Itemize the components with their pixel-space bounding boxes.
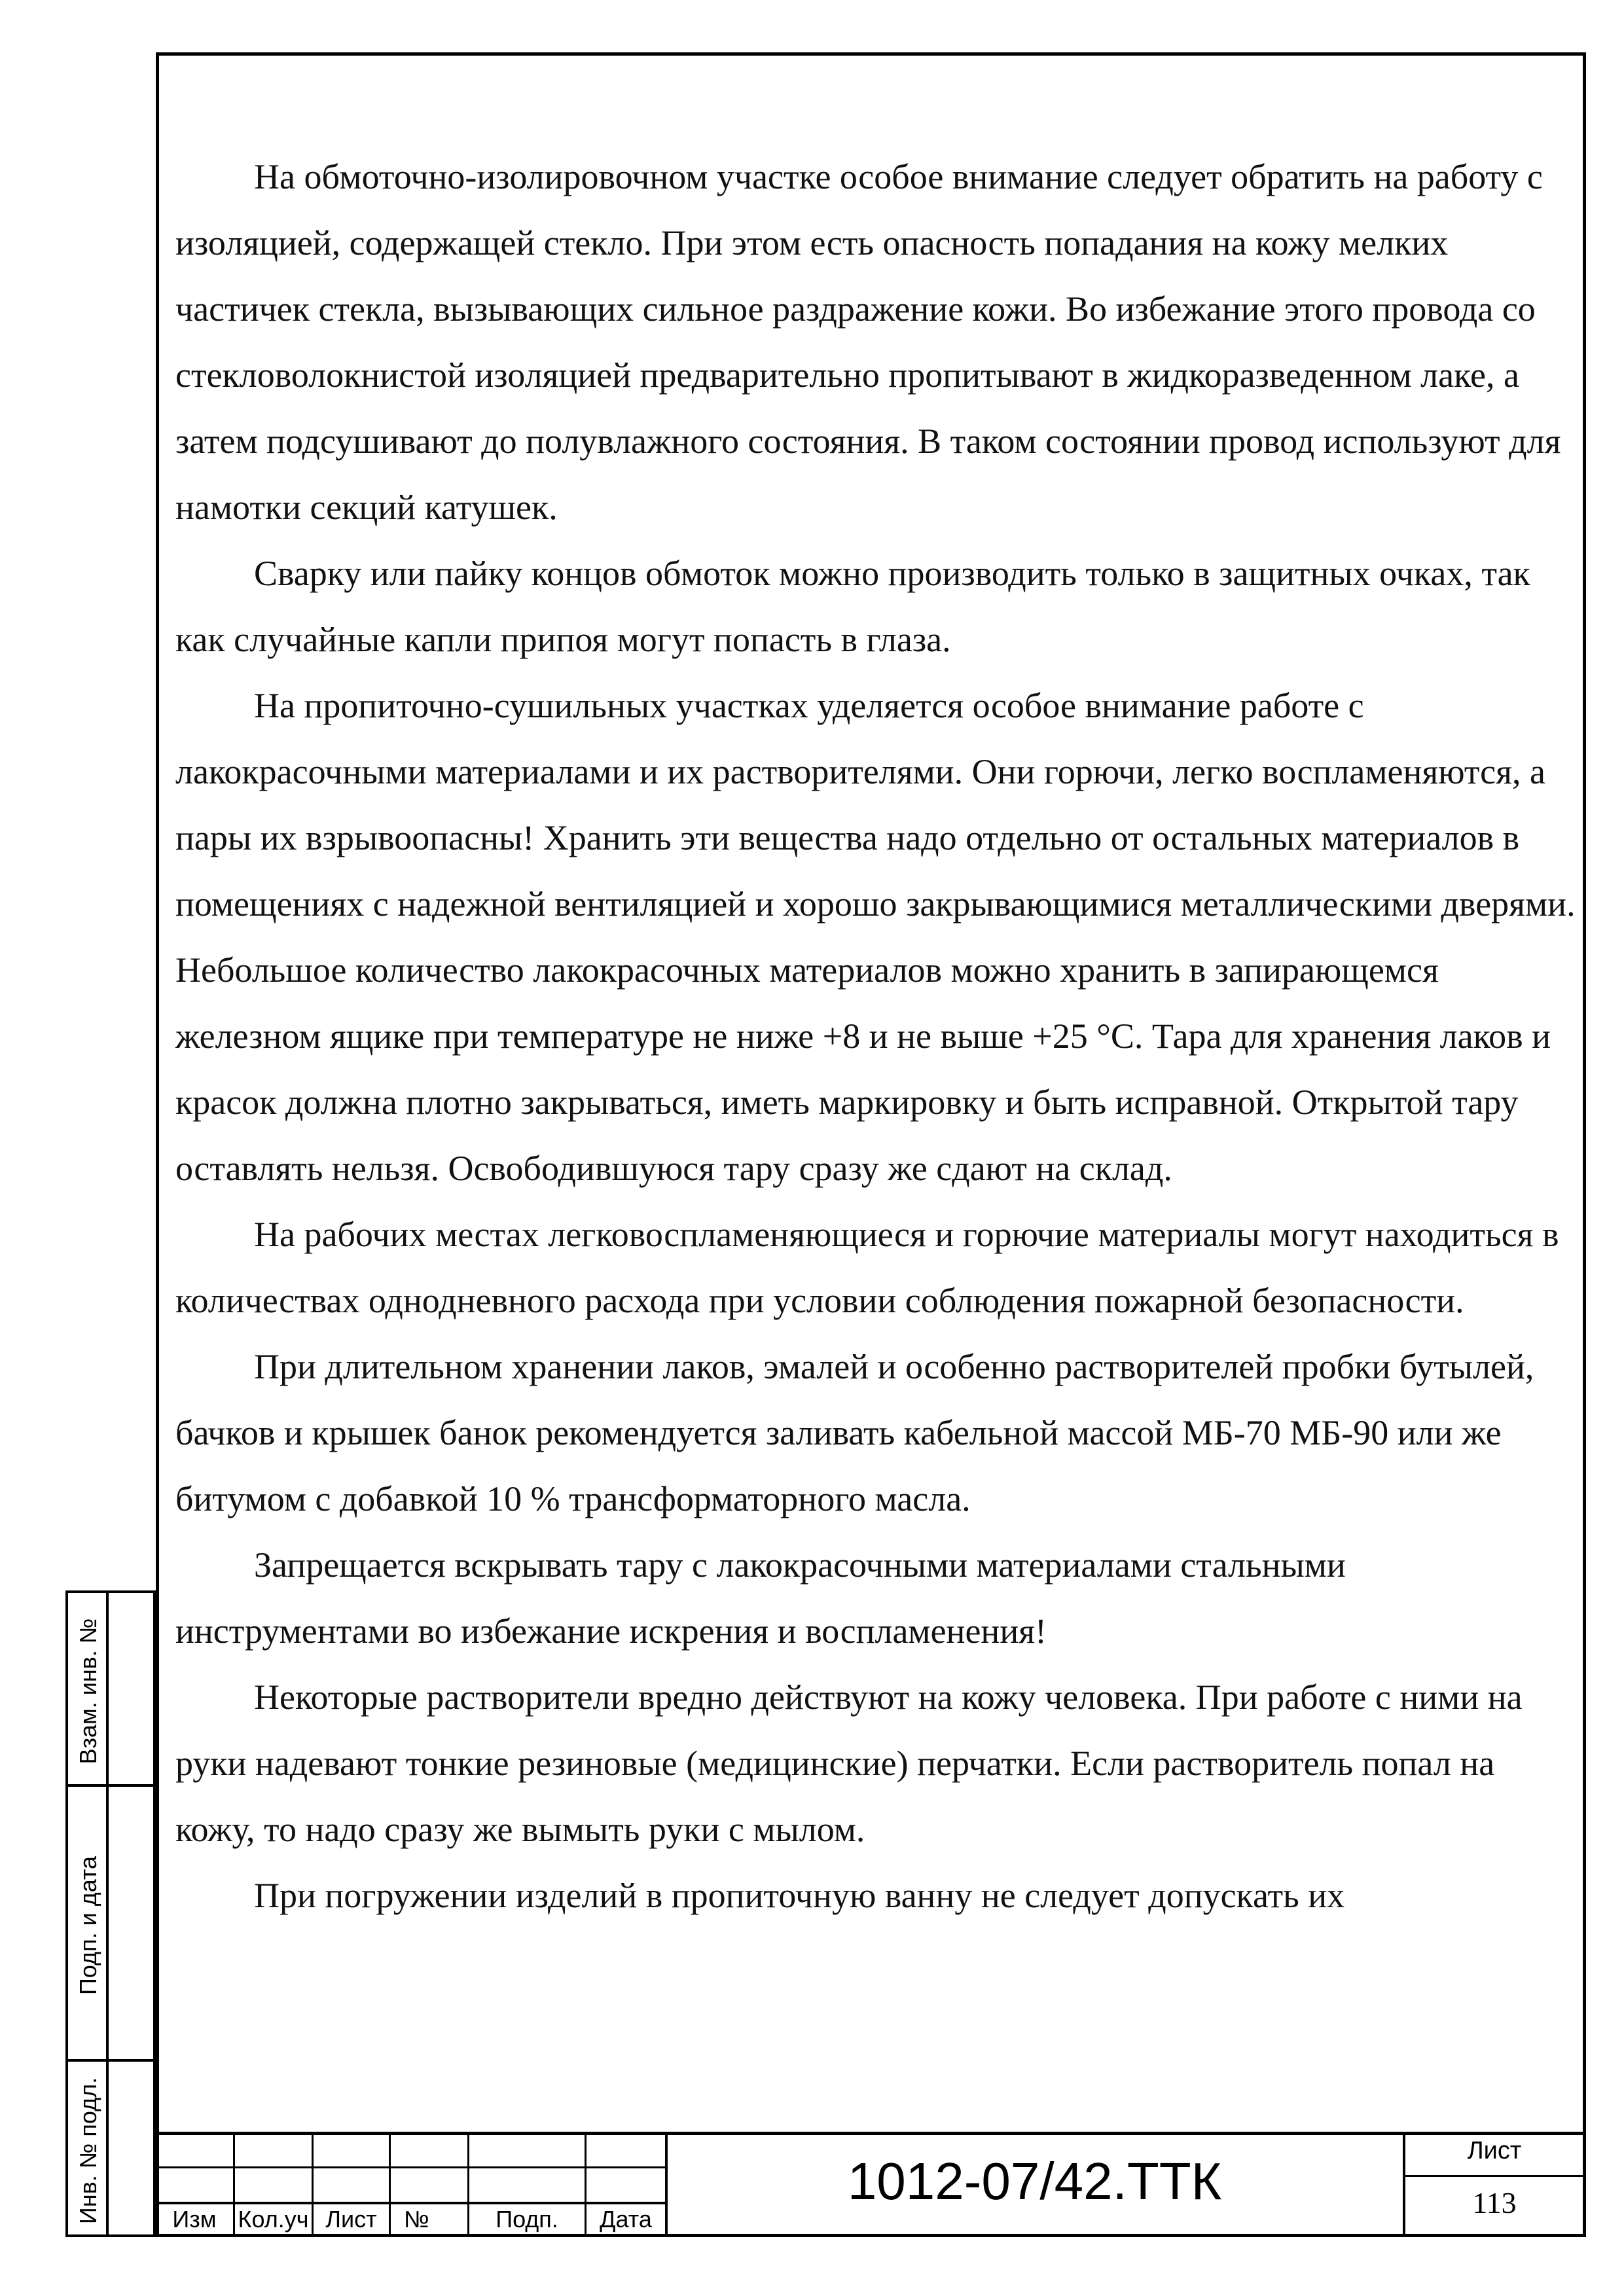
paragraph-6: Запрещается вскрывать тару с лакокрасочными материалами стальными инструментами во избежание искрения и воспламенения! [175, 1545, 1346, 1651]
column-date: Дата [600, 2206, 652, 2233]
paragraph-8: При погружении изделий в пропиточную ванну не следует допускать их [254, 1876, 1345, 1915]
paragraph-1: На обмоточно-изолировочном участке особое внимание следует обратить на работу с изоляцией, содержащей стекло. При этом есть опасность попадания на кожу мелких частичек стекла, вызывающих сильное раздражение кожи. Во избежание этого провода со стекловолокнистой изоляцией предварительно пропитывают в жидкоразведенном лаке, а затем подсушивают до полувлажного состояния. В таком состоянии провод используют для намотки секций катушек. [175, 157, 1561, 527]
column-kol-uch: Кол.уч [238, 2206, 309, 2233]
paragraph-4: На рабочих местах легковоспламеняющиеся и горючие материалы могут находиться в количествах однодневного расхода при условии соблюдения пожарной безопасности. [175, 1215, 1559, 1320]
paragraph-3: На пропиточно-сушильных участках уделяется особое внимание работе с лакокрасочными материалами и их растворителями. Они горючи, легко воспламеняются, а пары их взрывоопасны! Хранить эти вещества надо отдельно от остальных материалов в помещениях с надежной вентиляцией и хорошо закрывающимися металлическими дверями. Небольшое количество лакокрасочных материалов можно хранить в запирающемся железном ящике при температуре не ниже +8 и не выше +25 °С. Тара для хранения лаков и красок должна плотно закрываться, иметь маркировку и быть исправной. Открытой тару оставлять нельзя. Освободившуюся тару сразу же сдают на склад. [175, 686, 1576, 1188]
sheet-label: Лист [1467, 2137, 1522, 2164]
column-signature: Подп. [496, 2206, 558, 2233]
paragraph-7: Некоторые растворители вредно действуют на кожу человека. При работе с ними на руки надевают тонкие резиновые (медицинские) перчатки. Если растворитель попал на кожу, то надо сразу же вымыть руки с мылом. [175, 1677, 1523, 1849]
paragraph-2: Сварку или пайку концов обмоток можно производить только в защитных очках, так как случайные капли припоя могут попасть в глаза. [175, 554, 1530, 659]
paragraph-5: При длительном хранении лаков, эмалей и особенно растворителей пробки бутылей, бачков и крышек банок рекомендуется заливать кабельной массой МБ-70 МБ-90 или же битумом с добавкой 10 % трансформаторного масла. [175, 1347, 1534, 1518]
document-body [175, 144, 1576, 1929]
orig-inv-label: Инв. № подл. [75, 2077, 101, 2225]
replaced-inv-label: Взам. инв. № [75, 1618, 101, 1765]
sheet-number: 113 [1472, 2186, 1517, 2219]
column-number: № [404, 2206, 429, 2233]
orig-inv-box [65, 2059, 156, 2237]
column-list: Лист [325, 2206, 377, 2233]
title-block [156, 2132, 1586, 2237]
document-code: 1012-07/42.ТТК [847, 2152, 1222, 2210]
sign-date-label: Подп. и дата [75, 1856, 101, 1996]
column-izm: Изм [172, 2206, 217, 2233]
sign-date-box [65, 1784, 156, 2062]
replaced-inv-box [65, 1590, 156, 1787]
